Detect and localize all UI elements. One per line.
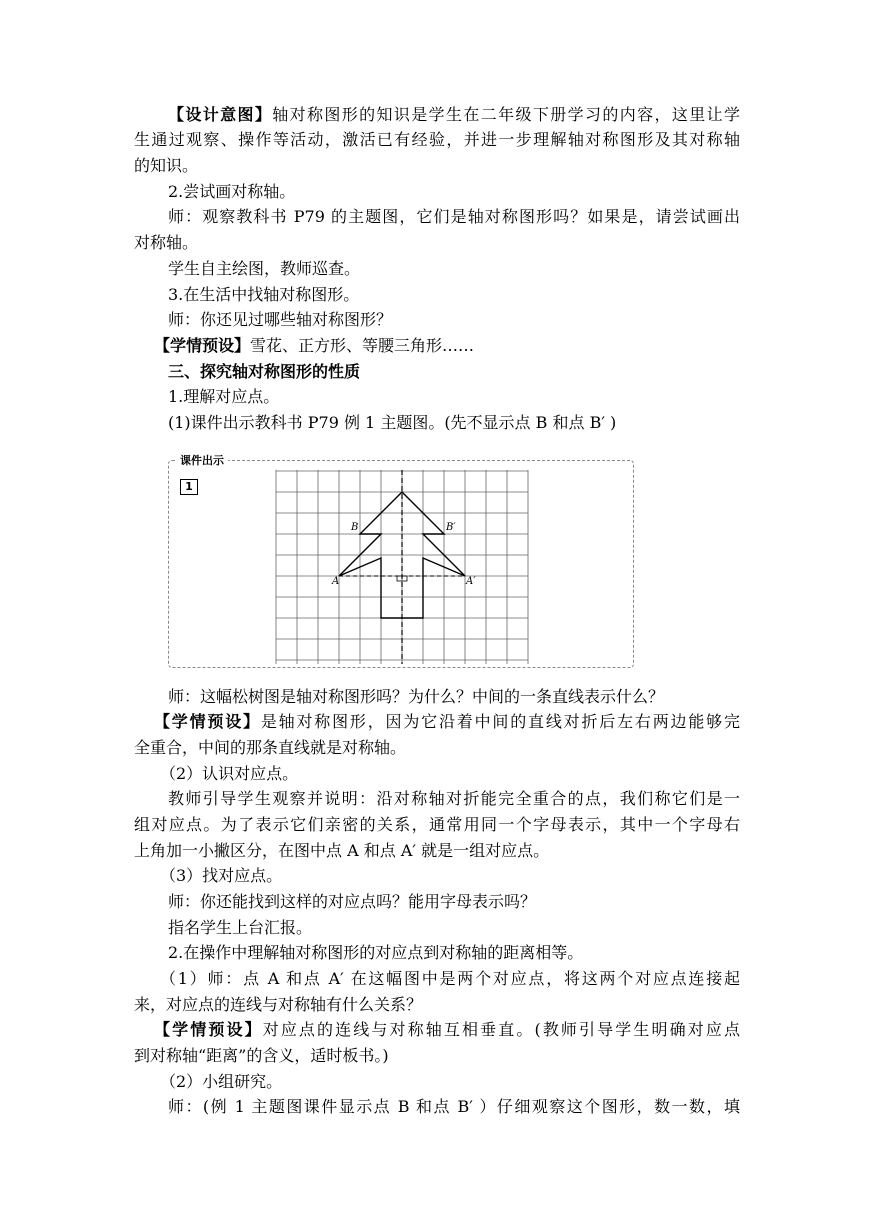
paragraph-line [154,711,740,733]
pine-tree-grid-diagram [168,452,636,670]
paragraph-line [168,104,740,126]
line-text: 师：观察教科书 P79 的主题图，它们是轴对称图形吗？如果是，请尝试画出 [168,207,740,226]
paragraph-line [168,891,536,913]
line-text: 师：这幅松树图是轴对称图形吗？为什么？中间的一条直线表示什么？ [168,687,665,706]
line-text: 学生自主绘图，教师巡查。 [168,259,361,278]
paragraph-line [134,814,740,836]
line-text: 对称轴。 [134,233,199,252]
line-text: 组对应点。为了表示它们亲密的关系，通常用同一个字母表示，其中一个字母右 [134,815,740,834]
paragraph-line [134,129,740,151]
line-text: 2.尝试画对称轴。 [168,182,296,201]
line-text: 1.理解对应点。 [168,387,280,406]
paragraph-line [134,232,198,254]
bold-label: 【学情预设】 [154,712,261,731]
line-text: 上角加一小撇区分，在图中点 A 和点 A′ 就是一组对应点。 [134,841,550,860]
line-text: 师：你还能找到这样的对应点吗？能用字母表示吗？ [168,892,537,911]
line-text: 雪花、正方形、等腰三角形…… [250,336,475,355]
paragraph-line [168,412,616,434]
paragraph-line [134,155,198,177]
paragraph-line [168,686,664,708]
paragraph-line [154,335,474,357]
line-text: （2）小组研究。 [160,1072,283,1091]
line-text: 3.在生活中找轴对称图形。 [168,285,360,304]
paragraph-line [168,258,360,280]
line-text: 师：(例 1 主题图课件显示点 B 和点 B′ ）仔细观察这个图形，数一数，填 [168,1097,740,1116]
line-text: 2.在操作中理解轴对称图形的对应点到对称轴的距离相等。 [168,943,584,962]
paragraph-line [168,181,295,203]
line-text: 师：你还见过哪些轴对称图形？ [168,310,393,329]
paragraph-line [168,284,359,306]
figure-number: 1 [180,479,198,495]
paragraph-line [168,386,279,408]
line-text: 教师引导学生观察并说明：沿对称轴对折能完全重合的点，我们称它们是一 [168,789,740,808]
line-text: 到对称轴“距离”的含义，适时板书。) [134,1046,389,1065]
label-b-prime: B′ [446,522,456,533]
paragraph-line [160,968,740,990]
line-text: (1)课件出示教科书 P79 例 1 主题图。(先不显示点 B 和点 B′ ) [168,413,617,432]
line-text: 生通过观察、操作等活动，激活已有经验，并进一步理解轴对称图形及其对称轴 [134,130,740,149]
line-text: 三、探究轴对称图形的性质 [168,362,361,381]
paragraph-line [168,309,392,331]
bold-label: 【学情预设】 [154,1020,263,1039]
paragraph-line [160,1071,282,1093]
paragraph-line [168,206,740,228]
line-text: （1）师：点 A 和点 A′ 在这幅图中是两个对应点，将这两个对应点连接起 [160,969,740,988]
paragraph-line [134,737,406,759]
paragraph-line [134,994,422,1016]
label-a: A [332,576,340,587]
line-text: （2）认识对应点。 [160,764,299,783]
line-text: 指名学生上台汇报。 [168,918,313,937]
paragraph-line [168,788,740,810]
label-b: B [351,522,359,533]
paragraph-line [168,917,312,939]
paragraph-line [160,763,298,785]
paragraph-line [154,1019,740,1041]
figure-tag: 课件出示 [176,452,228,468]
line-text: 是轴对称图形，因为它沿着中间的直线对折后左右两边能够完 [260,712,740,731]
line-text: 全重合，中间的那条直线就是对称轴。 [134,738,407,757]
line-text: 来，对应点的连线与对称轴有什么关系？ [134,995,423,1014]
bold-label: 【设计意图】 [168,105,273,124]
line-text: 轴对称图形的知识是学生在二年级下册学习的内容，这里让学 [272,105,740,124]
paragraph-line [168,1096,740,1118]
line-text: 的知识。 [134,156,199,175]
line-text: （3）找对应点。 [160,866,283,885]
paragraph-line [168,942,583,964]
figure-courseware [168,452,636,670]
paragraph-line [134,1045,389,1067]
line-text: 对应点的连线与对称轴互相垂直。(教师引导学生明确对应点 [262,1020,740,1039]
paragraph-line [160,865,282,887]
label-a-prime: A′ [466,576,476,587]
paragraph-line [134,840,549,862]
bold-label: 【学情预设】 [154,336,251,355]
section-heading [168,361,360,383]
